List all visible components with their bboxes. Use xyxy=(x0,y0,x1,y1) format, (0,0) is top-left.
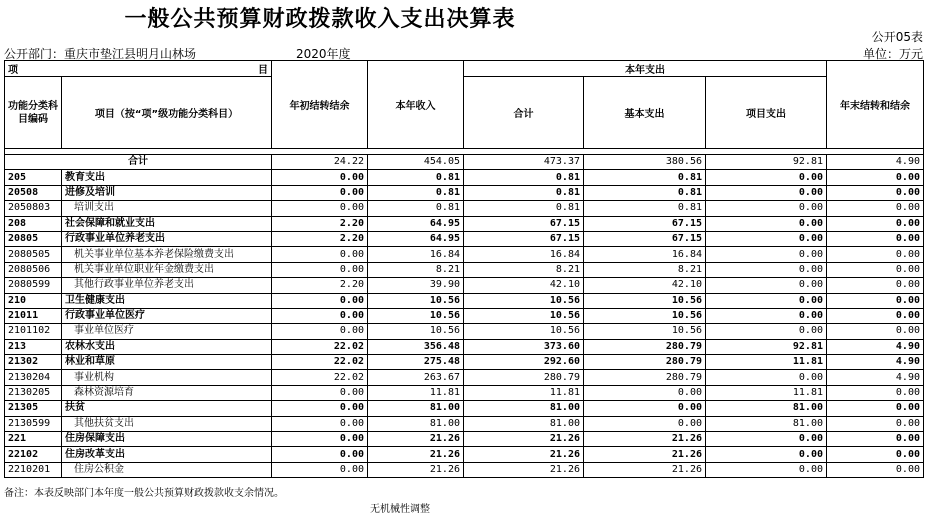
table-row xyxy=(5,401,924,416)
row-total: 8.21 xyxy=(464,262,584,277)
row-closing: 0.00 xyxy=(827,385,924,400)
row-total: 67.15 xyxy=(464,216,584,231)
total-basic: 380.56 xyxy=(584,155,706,170)
row-income: 64.95 xyxy=(368,216,464,231)
header-opening: 年初结转结余 xyxy=(272,61,368,149)
row-code: 208 xyxy=(5,216,62,231)
row-basic: 0.00 xyxy=(584,401,706,416)
row-opening: 0.00 xyxy=(272,385,368,400)
row-income: 21.26 xyxy=(368,432,464,447)
row-closing: 0.00 xyxy=(827,432,924,447)
row-code: 2050803 xyxy=(5,201,62,216)
row-project: 0.00 xyxy=(706,216,827,231)
row-basic: 8.21 xyxy=(584,262,706,277)
row-closing: 0.00 xyxy=(827,324,924,339)
row-total: 81.00 xyxy=(464,416,584,431)
header-name: 项目（按“项”级功能分类科目） xyxy=(62,77,272,149)
row-basic: 0.00 xyxy=(584,385,706,400)
row-income: 263.67 xyxy=(368,370,464,385)
row-income: 10.56 xyxy=(368,308,464,323)
year-label: 2020年度 xyxy=(296,47,351,61)
row-code: 21302 xyxy=(5,355,62,370)
row-basic: 67.15 xyxy=(584,231,706,246)
table-row xyxy=(5,247,924,262)
row-name: 农林水支出 xyxy=(62,339,272,354)
row-basic: 10.56 xyxy=(584,324,706,339)
row-closing: 0.00 xyxy=(827,247,924,262)
row-opening: 0.00 xyxy=(272,308,368,323)
row-name: 行政事业单位养老支出 xyxy=(62,231,272,246)
header-expense-group: 本年支出 xyxy=(464,61,827,77)
row-name: 森林资源培育 xyxy=(62,385,272,400)
row-basic: 280.79 xyxy=(584,355,706,370)
row-basic: 42.10 xyxy=(584,278,706,293)
total-label: 合计 xyxy=(5,155,272,170)
row-income: 275.48 xyxy=(368,355,464,370)
row-project: 11.81 xyxy=(706,385,827,400)
row-income: 39.90 xyxy=(368,278,464,293)
row-closing: 0.00 xyxy=(827,293,924,308)
table-row xyxy=(5,185,924,200)
row-opening: 22.02 xyxy=(272,339,368,354)
row-total: 10.56 xyxy=(464,324,584,339)
page-title: 一般公共预算财政拨款收入支出决算表 xyxy=(124,7,516,32)
row-total: 42.10 xyxy=(464,278,584,293)
row-basic: 21.26 xyxy=(584,447,706,462)
total-row xyxy=(5,155,924,170)
total-closing: 4.90 xyxy=(827,155,924,170)
table-row xyxy=(5,416,924,431)
row-project: 0.00 xyxy=(706,324,827,339)
row-closing: 4.90 xyxy=(827,355,924,370)
row-name: 其他扶贫支出 xyxy=(62,416,272,431)
row-total: 0.81 xyxy=(464,201,584,216)
table-row xyxy=(5,293,924,308)
row-opening: 2.20 xyxy=(272,216,368,231)
row-total: 10.56 xyxy=(464,308,584,323)
row-total: 0.81 xyxy=(464,170,584,185)
table-row xyxy=(5,262,924,277)
row-project: 0.00 xyxy=(706,170,827,185)
table-row xyxy=(5,201,924,216)
row-income: 81.00 xyxy=(368,401,464,416)
row-income: 10.56 xyxy=(368,324,464,339)
row-total: 10.56 xyxy=(464,293,584,308)
row-opening: 0.00 xyxy=(272,324,368,339)
table-row xyxy=(5,385,924,400)
row-code: 2101102 xyxy=(5,324,62,339)
table-row xyxy=(5,278,924,293)
row-project: 0.00 xyxy=(706,447,827,462)
row-total: 373.60 xyxy=(464,339,584,354)
row-opening: 0.00 xyxy=(272,401,368,416)
row-basic: 0.00 xyxy=(584,416,706,431)
row-opening: 0.00 xyxy=(272,416,368,431)
row-closing: 0.00 xyxy=(827,278,924,293)
row-project: 0.00 xyxy=(706,278,827,293)
row-opening: 0.00 xyxy=(272,432,368,447)
row-closing: 0.00 xyxy=(827,231,924,246)
row-name: 教育支出 xyxy=(62,170,272,185)
table-row xyxy=(5,370,924,385)
row-project: 0.00 xyxy=(706,247,827,262)
table-row xyxy=(5,462,924,477)
row-opening: 2.20 xyxy=(272,278,368,293)
header-item-right: 目 xyxy=(258,65,268,76)
header-closing: 年末结转和结余 xyxy=(827,61,924,149)
row-project: 92.81 xyxy=(706,339,827,354)
row-code: 2210201 xyxy=(5,462,62,477)
row-opening: 0.00 xyxy=(272,462,368,477)
row-name: 机关事业单位基本养老保险缴费支出 xyxy=(62,247,272,262)
total-project: 92.81 xyxy=(706,155,827,170)
row-basic: 10.56 xyxy=(584,293,706,308)
row-name: 事业机构 xyxy=(62,370,272,385)
row-opening: 0.00 xyxy=(272,185,368,200)
row-closing: 4.90 xyxy=(827,370,924,385)
row-basic: 21.26 xyxy=(584,432,706,447)
row-code: 2080599 xyxy=(5,278,62,293)
table-row xyxy=(5,432,924,447)
header-item-cell xyxy=(5,61,272,77)
row-total: 11.81 xyxy=(464,385,584,400)
form-code: 公开05表 xyxy=(871,30,923,44)
footer-text: 无机械性调整 xyxy=(370,504,430,515)
row-basic: 280.79 xyxy=(584,339,706,354)
row-basic: 10.56 xyxy=(584,308,706,323)
header-item: 项 xyxy=(8,65,18,76)
row-name: 扶贫 xyxy=(62,401,272,416)
header-code: 功能分类科目编码 xyxy=(5,77,62,149)
row-code: 20805 xyxy=(5,231,62,246)
row-opening: 22.02 xyxy=(272,355,368,370)
total-income: 454.05 xyxy=(368,155,464,170)
row-income: 81.00 xyxy=(368,416,464,431)
header-income: 本年收入 xyxy=(368,61,464,149)
row-project: 81.00 xyxy=(706,401,827,416)
budget-table xyxy=(4,60,924,478)
row-total: 0.81 xyxy=(464,185,584,200)
department-label: 公开部门：重庆市垫江县明月山林场 xyxy=(4,47,197,61)
row-income: 0.81 xyxy=(368,170,464,185)
row-income: 64.95 xyxy=(368,231,464,246)
table-row xyxy=(5,447,924,462)
row-project: 11.81 xyxy=(706,355,827,370)
row-project: 0.00 xyxy=(706,308,827,323)
row-code: 21305 xyxy=(5,401,62,416)
row-closing: 0.00 xyxy=(827,447,924,462)
row-name: 其他行政事业单位养老支出 xyxy=(62,278,272,293)
row-closing: 0.00 xyxy=(827,462,924,477)
row-opening: 0.00 xyxy=(272,201,368,216)
row-name: 林业和草原 xyxy=(62,355,272,370)
row-closing: 4.90 xyxy=(827,339,924,354)
row-closing: 0.00 xyxy=(827,401,924,416)
row-project: 0.00 xyxy=(706,370,827,385)
table-row xyxy=(5,170,924,185)
row-code: 2080506 xyxy=(5,262,62,277)
row-project: 0.00 xyxy=(706,185,827,200)
row-name: 卫生健康支出 xyxy=(62,293,272,308)
row-total: 21.26 xyxy=(464,432,584,447)
row-total: 81.00 xyxy=(464,401,584,416)
row-basic: 21.26 xyxy=(584,462,706,477)
row-name: 住房公积金 xyxy=(62,462,272,477)
row-income: 8.21 xyxy=(368,262,464,277)
row-project: 0.00 xyxy=(706,262,827,277)
row-closing: 0.00 xyxy=(827,216,924,231)
table-row xyxy=(5,324,924,339)
row-income: 0.81 xyxy=(368,185,464,200)
row-total: 16.84 xyxy=(464,247,584,262)
note-text: 备注：本表反映部门本年度一般公共预算财政拨款收支余情况。 xyxy=(4,488,284,499)
row-income: 0.81 xyxy=(368,201,464,216)
row-basic: 0.81 xyxy=(584,170,706,185)
row-opening: 0.00 xyxy=(272,247,368,262)
row-project: 0.00 xyxy=(706,201,827,216)
row-code: 213 xyxy=(5,339,62,354)
row-name: 住房保障支出 xyxy=(62,432,272,447)
row-income: 21.26 xyxy=(368,462,464,477)
table-row xyxy=(5,355,924,370)
row-total: 21.26 xyxy=(464,447,584,462)
row-code: 2130204 xyxy=(5,370,62,385)
row-opening: 0.00 xyxy=(272,170,368,185)
row-code: 210 xyxy=(5,293,62,308)
row-basic: 280.79 xyxy=(584,370,706,385)
table-row xyxy=(5,216,924,231)
row-project: 81.00 xyxy=(706,416,827,431)
row-code: 22102 xyxy=(5,447,62,462)
row-income: 356.48 xyxy=(368,339,464,354)
row-total: 67.15 xyxy=(464,231,584,246)
row-project: 0.00 xyxy=(706,293,827,308)
row-closing: 0.00 xyxy=(827,170,924,185)
row-total: 292.60 xyxy=(464,355,584,370)
row-opening: 0.00 xyxy=(272,447,368,462)
row-basic: 0.81 xyxy=(584,201,706,216)
row-opening: 0.00 xyxy=(272,262,368,277)
row-code: 2130599 xyxy=(5,416,62,431)
header-total: 合计 xyxy=(464,77,584,149)
row-code: 221 xyxy=(5,432,62,447)
row-closing: 0.00 xyxy=(827,185,924,200)
row-code: 21011 xyxy=(5,308,62,323)
row-total: 280.79 xyxy=(464,370,584,385)
header-project: 项目支出 xyxy=(706,77,827,149)
row-name: 机关事业单位职业年金缴费支出 xyxy=(62,262,272,277)
table-row xyxy=(5,308,924,323)
row-name: 行政事业单位医疗 xyxy=(62,308,272,323)
row-name: 事业单位医疗 xyxy=(62,324,272,339)
row-code: 2080505 xyxy=(5,247,62,262)
row-income: 16.84 xyxy=(368,247,464,262)
row-income: 21.26 xyxy=(368,447,464,462)
row-closing: 0.00 xyxy=(827,201,924,216)
row-closing: 0.00 xyxy=(827,262,924,277)
row-closing: 0.00 xyxy=(827,308,924,323)
row-basic: 67.15 xyxy=(584,216,706,231)
row-basic: 0.81 xyxy=(584,185,706,200)
row-code: 20508 xyxy=(5,185,62,200)
total-opening: 24.22 xyxy=(272,155,368,170)
header-basic: 基本支出 xyxy=(584,77,706,149)
row-opening: 2.20 xyxy=(272,231,368,246)
row-name: 培训支出 xyxy=(62,201,272,216)
row-name: 进修及培训 xyxy=(62,185,272,200)
row-opening: 0.00 xyxy=(272,293,368,308)
row-name: 住房改革支出 xyxy=(62,447,272,462)
row-code: 205 xyxy=(5,170,62,185)
row-closing: 0.00 xyxy=(827,416,924,431)
row-project: 0.00 xyxy=(706,231,827,246)
row-basic: 16.84 xyxy=(584,247,706,262)
table-row xyxy=(5,339,924,354)
total-total: 473.37 xyxy=(464,155,584,170)
table-row xyxy=(5,231,924,246)
row-income: 10.56 xyxy=(368,293,464,308)
row-total: 21.26 xyxy=(464,462,584,477)
row-income: 11.81 xyxy=(368,385,464,400)
row-project: 0.00 xyxy=(706,462,827,477)
row-code: 2130205 xyxy=(5,385,62,400)
row-opening: 22.02 xyxy=(272,370,368,385)
row-project: 0.00 xyxy=(706,432,827,447)
row-name: 社会保障和就业支出 xyxy=(62,216,272,231)
unit-label: 单位：万元 xyxy=(862,47,923,61)
